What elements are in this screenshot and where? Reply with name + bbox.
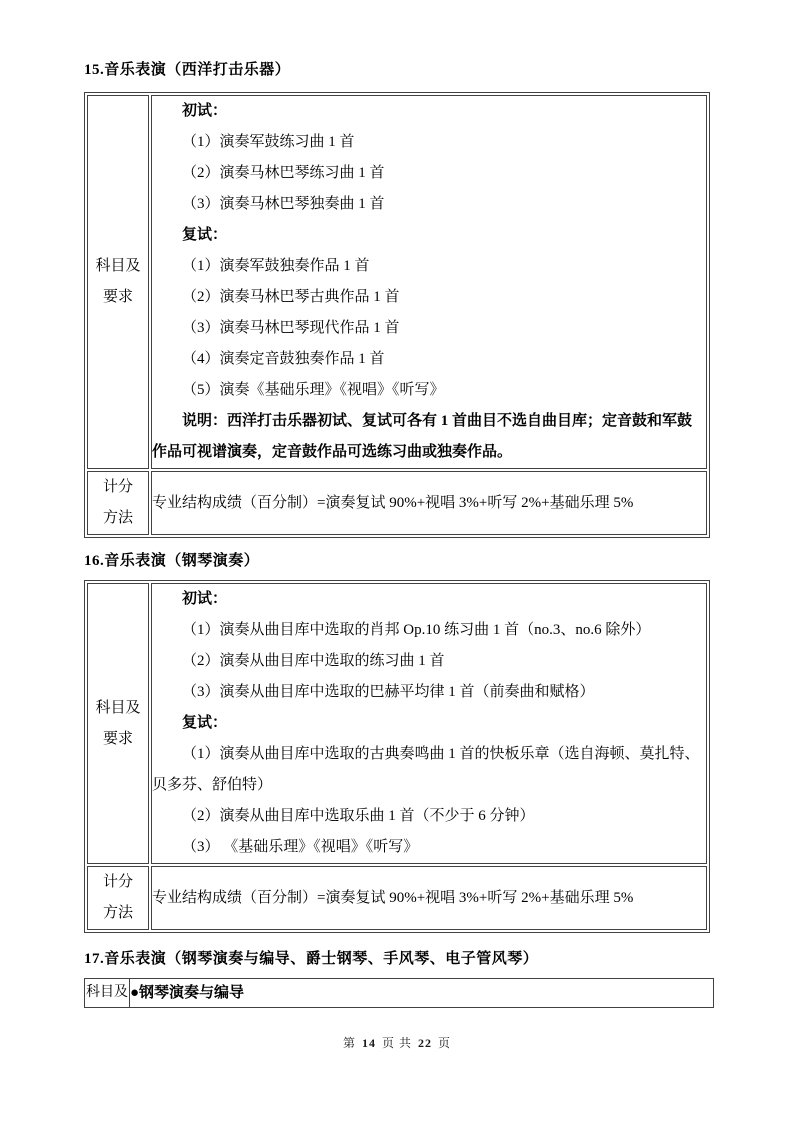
subject-label-line: 要求 xyxy=(102,289,133,305)
requirement-paragraph: （3）演奏马林巴琴独奏曲 1 首 xyxy=(182,196,385,212)
section-16-requirements-cell xyxy=(151,583,707,864)
section-16-subject-label-cell xyxy=(87,583,149,864)
section-15-requirements-row xyxy=(87,95,707,469)
section-16-scoring-cell xyxy=(151,866,707,930)
requirement-paragraph: （1）演奏军鼓独奏作品 1 首 xyxy=(182,258,370,274)
requirement-paragraph: （1）演奏从曲目库中选取的肖邦 Op.10 练习曲 1 首（no.3、no.6 除外） xyxy=(182,622,651,638)
section-15-heading: 15.音乐表演（西洋打击乐器） xyxy=(84,62,291,78)
subject-label-line: 科目及 xyxy=(95,258,141,274)
requirement-paragraph: （2）演奏马林巴琴古典作品 1 首 xyxy=(182,289,400,305)
requirement-paragraph: 复试： xyxy=(182,227,228,243)
requirement-paragraph: （5）演奏《基础乐理》《视唱》《听写》 xyxy=(182,382,445,398)
scoring-label-line: 方法 xyxy=(102,905,133,921)
scoring-label-line: 计分 xyxy=(102,479,133,495)
requirement-paragraph: （2）演奏从曲目库中选取乐曲 1 首（不少于 6 分钟） xyxy=(182,808,535,824)
scoring-label-line: 方法 xyxy=(102,510,133,526)
section-16-requirements-row xyxy=(87,583,707,864)
requirement-paragraph: 初试： xyxy=(182,591,228,607)
current-page-number: 14 xyxy=(361,1036,376,1050)
requirement-paragraph: （1）演奏军鼓练习曲 1 首 xyxy=(182,134,355,150)
subject-label-line: 科目及 xyxy=(95,699,141,716)
section-15-scoring-row xyxy=(87,471,707,535)
page-number-footer xyxy=(84,1034,710,1051)
requirement-paragraph: 复试： xyxy=(182,715,228,731)
requirement-paragraph: （3） 《基础乐理》《视唱》《听写》 xyxy=(182,839,419,855)
footer-text: 页 xyxy=(438,1036,452,1050)
scoring-formula: 专业结构成绩（百分制）=演奏复试 90%+视唱 3%+听写 2%+基础乐理 5% xyxy=(152,889,634,906)
requirement-paragraph: （4）演奏定音鼓独奏作品 1 首 xyxy=(182,351,385,367)
scoring-formula: 专业结构成绩（百分制）=演奏复试 90%+视唱 3%+听写 2%+基础乐理 5% xyxy=(152,494,634,511)
scoring-label-line: 计分 xyxy=(102,874,133,890)
section-17-first-row xyxy=(85,979,714,1008)
requirement-paragraph: 说明：西洋打击乐器初试、复试可各有 1 首曲目不选自曲目库；定音鼓和军鼓作品可视谱演奏，定音鼓作品可选练习曲或独奏作品。 xyxy=(152,413,693,460)
section-16-heading: 16.音乐表演（钢琴演奏） xyxy=(84,553,260,569)
subject-label-line: 要求 xyxy=(102,730,133,747)
requirement-paragraph: （2）演奏从曲目库中选取的练习曲 1 首 xyxy=(182,653,445,669)
requirement-paragraph: （3）演奏从曲目库中选取的巴赫平均律 1 首（前奏曲和赋格） xyxy=(182,684,595,700)
section-15-table xyxy=(84,92,710,538)
section-15-scoring-label-cell xyxy=(87,471,149,535)
section-17-first-item-cell xyxy=(130,979,714,1008)
section-16-scoring-row xyxy=(87,866,707,930)
section-15-scoring-cell xyxy=(151,471,707,535)
section-16-table xyxy=(84,580,710,933)
bulleted-subject-item: ●钢琴演奏与编导 xyxy=(130,984,245,1001)
requirement-paragraph: （3）演奏马林巴琴现代作品 1 首 xyxy=(182,320,400,336)
section-17-table xyxy=(84,978,714,1008)
requirement-paragraph: （2）演奏马林巴琴练习曲 1 首 xyxy=(182,165,385,181)
footer-text: 页 xyxy=(381,1036,395,1050)
section-17-heading: 17.音乐表演（钢琴演奏与编导、爵士钢琴、手风琴、电子管风琴） xyxy=(84,951,539,967)
footer-text: 第 xyxy=(342,1036,356,1050)
section-17-subject-label-cell: 科目及 xyxy=(85,979,130,1008)
requirement-paragraph: （1）演奏从曲目库中选取的古典奏鸣曲 1 首的快板乐章（选自海顿、莫扎特、贝多芬、舒伯特） xyxy=(152,746,700,793)
section-15-requirements-cell xyxy=(151,95,707,469)
section-15-subject-label-cell xyxy=(87,95,149,469)
requirement-paragraph: 初试： xyxy=(182,103,228,119)
total-page-number: 22 xyxy=(418,1036,433,1050)
footer-text: 共 xyxy=(399,1036,413,1050)
section-16-scoring-label-cell xyxy=(87,866,149,930)
